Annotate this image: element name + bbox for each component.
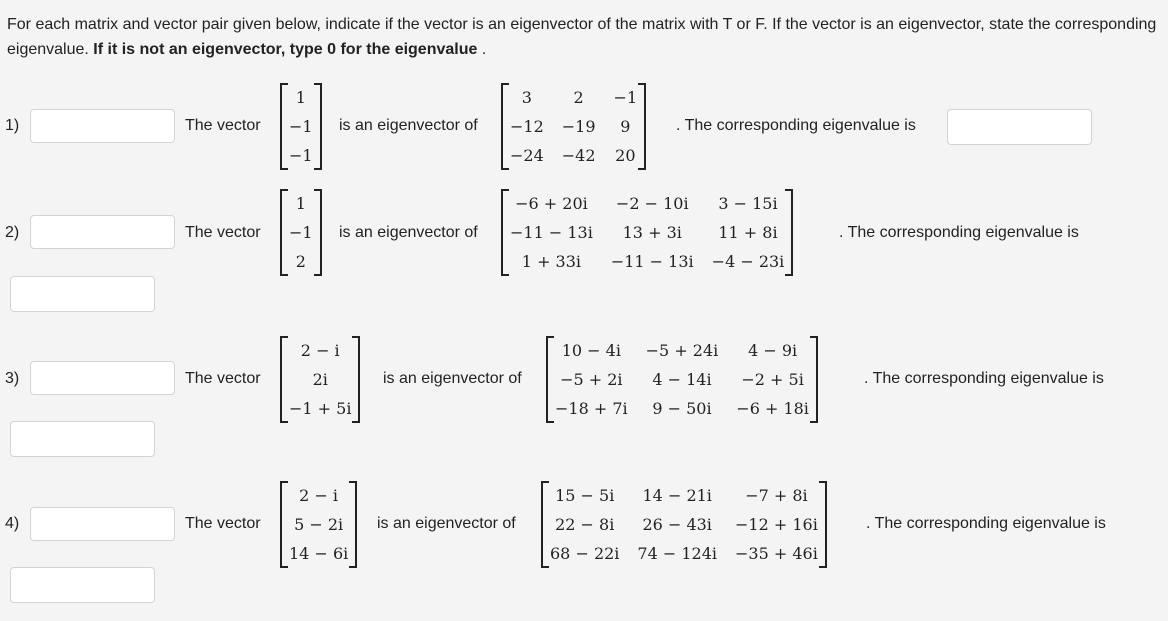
matrix-entry: −2 − 10i	[615, 194, 689, 213]
vector-q4	[280, 481, 357, 568]
matrix-entry: 4 − 9i	[748, 341, 798, 360]
instructions-bold: If it is not an eigenvector, type 0 for the eigenvalue	[93, 41, 478, 58]
question-number: 1)	[5, 117, 20, 134]
tf-input-q3[interactable]	[30, 361, 175, 395]
matrix-entry: 20	[615, 146, 636, 165]
matrix-entry: 11 + 8i	[718, 223, 778, 242]
eigenvalue-label: . The corresponding eigenvalue is	[864, 370, 1104, 387]
eigenvalue-label: . The corresponding eigenvalue is	[866, 515, 1106, 532]
matrix-entry: −5 + 2i	[560, 370, 623, 389]
vector-entry: −1	[289, 117, 313, 136]
instructions-text: For each matrix and vector pair given below, indicate if the vector is an eigenvector of the matrix with T or F. If the vector is an eigenvector, state the corresponding eigenvalue.	[7, 16, 1157, 58]
vector-q3	[280, 336, 360, 423]
instructions-tail: .	[477, 41, 487, 58]
eigenvalue-input-q1[interactable]	[947, 109, 1092, 145]
matrix-entry: −1	[613, 88, 638, 107]
vector-entry: 1	[295, 88, 306, 107]
vector-entry: 2	[295, 252, 306, 271]
tf-input-q2[interactable]	[30, 215, 175, 249]
vector-q1	[280, 83, 322, 170]
question-number: 3)	[5, 370, 20, 387]
question-number: 2)	[5, 224, 20, 241]
matrix-entry: −2 + 5i	[741, 370, 804, 389]
matrix-entry: 1 + 33i	[521, 252, 582, 271]
matrix-entry: −24	[510, 146, 544, 165]
the-vector-label: The vector	[185, 515, 261, 532]
vector-entry: −1	[289, 223, 313, 242]
tf-input-q1[interactable]	[30, 109, 175, 143]
the-vector-label: The vector	[185, 224, 261, 241]
vector-entry: 2 − i	[299, 486, 339, 505]
matrix-q1	[501, 83, 646, 170]
vector-entry: 5 − 2i	[294, 515, 344, 534]
matrix-entry: −18 + 7i	[555, 399, 628, 418]
eigenvalue-label: . The corresponding eigenvalue is	[839, 224, 1079, 241]
matrix-entry: 10 − 4i	[561, 341, 621, 360]
matrix-entry: 15 − 5i	[555, 486, 615, 505]
matrix-entry: −4 − 23i	[711, 252, 785, 271]
matrix-entry: 3 − 15i	[718, 194, 778, 213]
matrix-q3	[546, 336, 818, 423]
the-vector-label: The vector	[185, 117, 261, 134]
matrix-entry: −35 + 46i	[735, 544, 818, 563]
vector-entry: 2 − i	[300, 341, 340, 360]
is-eigenvector-of-label: is an eigenvector of	[383, 370, 522, 387]
vector-entry: −1 + 5i	[289, 399, 352, 418]
is-eigenvector-of-label: is an eigenvector of	[377, 515, 516, 532]
matrix-entry: 68 − 22i	[550, 544, 620, 563]
vector-entry: 1	[295, 194, 306, 213]
matrix-q4	[541, 481, 827, 568]
matrix-entry: 9 − 50i	[652, 399, 712, 418]
vector-q2	[280, 189, 322, 276]
matrix-entry: −42	[561, 146, 596, 165]
matrix-entry: −19	[561, 117, 596, 136]
matrix-entry: −11 − 13i	[510, 223, 593, 242]
matrix-entry: −11 − 13i	[610, 252, 694, 271]
eigenvalue-input-q2[interactable]	[10, 276, 155, 312]
matrix-entry: −12	[510, 117, 544, 136]
eigenvalue-input-q3[interactable]	[10, 421, 155, 457]
matrix-entry: −6 + 20i	[515, 194, 588, 213]
vector-entry: −1	[289, 146, 313, 165]
the-vector-label: The vector	[185, 370, 261, 387]
instructions	[7, 12, 1162, 62]
matrix-entry: 22 − 8i	[555, 515, 615, 534]
matrix-entry: 13 + 3i	[622, 223, 682, 242]
is-eigenvector-of-label: is an eigenvector of	[339, 117, 478, 134]
eigenvalue-input-q4[interactable]	[10, 567, 155, 603]
matrix-entry: 14 − 21i	[642, 486, 712, 505]
eigenvalue-label: . The corresponding eigenvalue is	[676, 117, 916, 134]
vector-entry: 2i	[312, 370, 328, 389]
matrix-entry: 9	[620, 117, 631, 136]
matrix-entry: −5 + 24i	[645, 341, 719, 360]
matrix-entry: 74 − 124i	[637, 544, 718, 563]
matrix-entry: −7 + 8i	[745, 486, 808, 505]
matrix-entry: 2	[573, 88, 584, 107]
matrix-q2	[501, 189, 793, 276]
vector-entry: 14 − 6i	[289, 544, 349, 563]
matrix-entry: −6 + 18i	[736, 399, 809, 418]
tf-input-q4[interactable]	[30, 507, 175, 541]
question-number: 4)	[5, 515, 20, 532]
matrix-entry: −12 + 16i	[735, 515, 818, 534]
is-eigenvector-of-label: is an eigenvector of	[339, 224, 478, 241]
matrix-entry: 26 − 43i	[642, 515, 712, 534]
matrix-entry: 4 − 14i	[652, 370, 712, 389]
matrix-entry: 3	[521, 88, 532, 107]
